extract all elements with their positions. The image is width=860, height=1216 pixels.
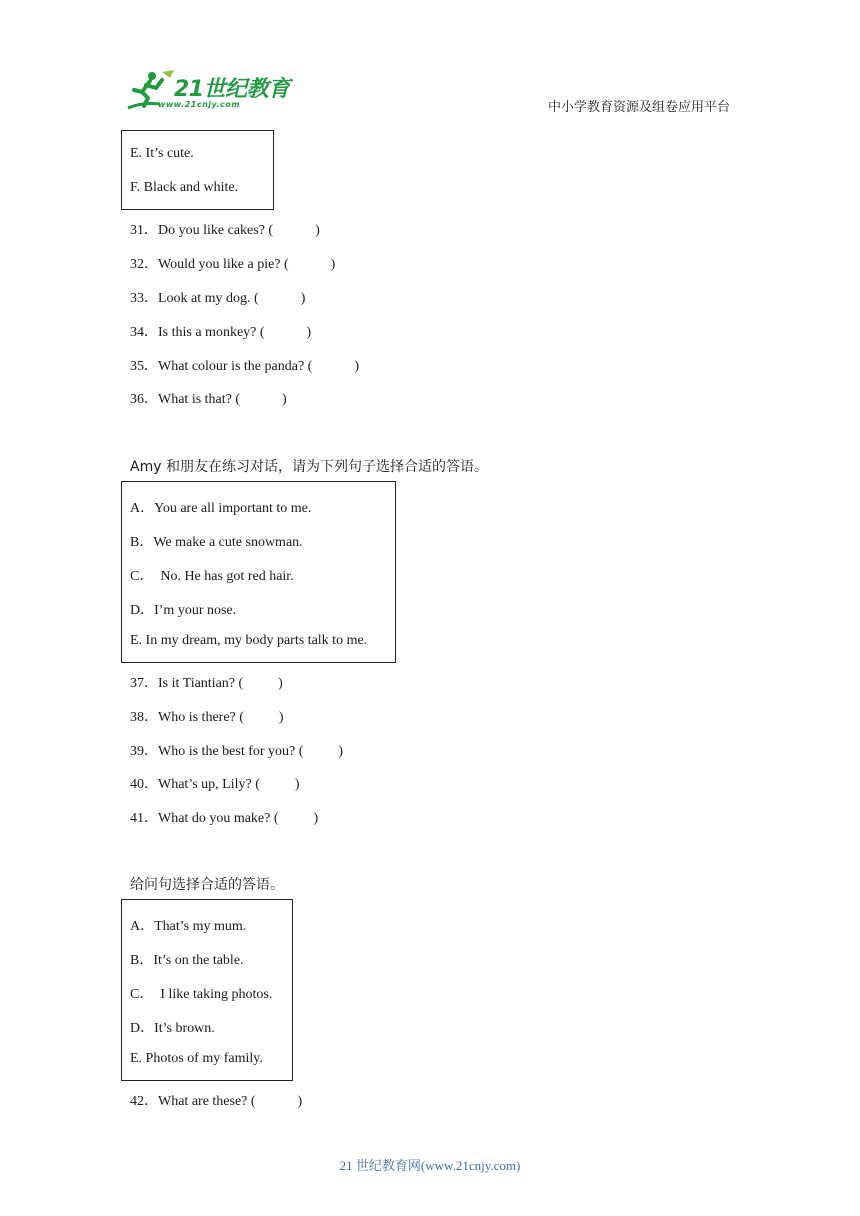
- question-item: 40．What’s up, Lily? ( ): [130, 777, 300, 792]
- question-item: 38．Who is there? ( ): [130, 710, 284, 725]
- question-item: 33．Look at my dog. ( ): [130, 291, 306, 306]
- option-item: E. It’s cute.: [130, 146, 194, 161]
- option-item: B．We make a cute snowman.: [130, 535, 303, 550]
- option-item: D．It’s brown.: [130, 1021, 215, 1036]
- header-platform-text: 中小学教育资源及组卷应用平台: [547, 100, 730, 115]
- option-item: D．I’m your nose.: [130, 603, 237, 618]
- logo-text: 21世纪教育: [174, 77, 290, 102]
- question-item: 35．What colour is the panda? ( ): [130, 359, 359, 374]
- option-item: C． No. He has got red hair.: [130, 569, 294, 584]
- logo: [122, 68, 292, 118]
- section-instruction: Amy 和朋友在练习对话，请为下列句子选择合适的答语。: [130, 459, 488, 475]
- option-item: A．That’s my mum.: [130, 919, 247, 934]
- question-item: 36．What is that? ( ): [130, 392, 287, 407]
- question-item: 42．What are these? ( ): [130, 1094, 303, 1109]
- section-instruction: 给问句选择合适的答语。: [130, 877, 284, 893]
- question-item: 31．Do you like cakes? ( ): [130, 223, 320, 238]
- question-item: 37．Is it Tiantian? ( ): [130, 676, 283, 691]
- question-item: 39．Who is the best for you? ( ): [130, 744, 344, 759]
- option-item: A．You are all important to me.: [130, 501, 312, 516]
- option-item: B．It’s on the table.: [130, 953, 244, 968]
- options-box-2: [121, 481, 396, 663]
- option-item: E. In my dream, my body parts talk to me.: [130, 633, 368, 648]
- question-item: 41．What do you make? ( ): [130, 811, 319, 826]
- logo-url: www.21cnjy.com: [158, 100, 241, 109]
- options-box-1: [121, 130, 274, 210]
- question-item: 32．Would you like a pie? ( ): [130, 257, 336, 272]
- options-box-3: [121, 899, 293, 1081]
- footer-text: 21 世纪教育网(www.21cnjy.com): [339, 1158, 521, 1173]
- question-item: 34．Is this a monkey? ( ): [130, 325, 312, 340]
- option-item: C． I like taking photos.: [130, 987, 273, 1002]
- option-item: F. Black and white.: [130, 180, 239, 195]
- option-item: E. Photos of my family.: [130, 1051, 263, 1066]
